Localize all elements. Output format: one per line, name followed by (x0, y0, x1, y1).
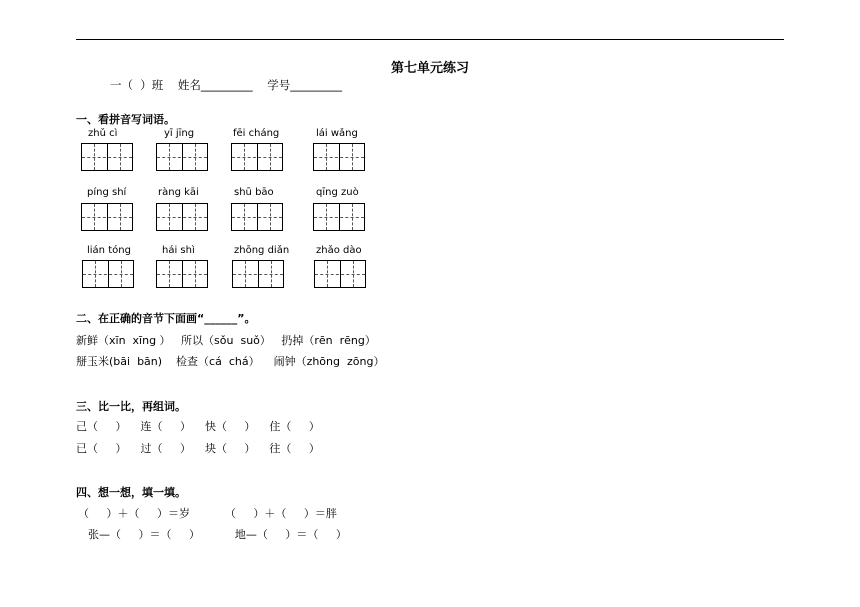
writing-grid[interactable] (314, 260, 366, 288)
section2-line2: 掰玉米(bāi bān) 检查（cá chá） 闹钟（zhōng zōng） (76, 355, 385, 368)
section2-line1: 新鲜（xīn xīng ） 所以（sǒu suǒ） 扔掉（rēn rēng） (76, 334, 376, 347)
section2-heading: 二、在正确的音节下面画“______”。 (76, 312, 256, 325)
section4-heading: 四、想一想，填一填。 (76, 486, 186, 499)
writing-grid[interactable] (81, 203, 133, 231)
pinyin-label: píng shí (87, 187, 127, 198)
pinyin-label: zhōng diǎn (234, 245, 290, 256)
section3-line1: 己（ ） 连（ ） 快（ ） 住（ ） (76, 420, 320, 433)
writing-grid[interactable] (231, 143, 283, 171)
writing-grid[interactable] (82, 260, 134, 288)
pinyin-label: lái wǎng (316, 128, 358, 139)
section4-line2: 张—（ ）＝（ ） 地—（ ）＝（ ） (88, 528, 347, 541)
pinyin-label: lián tóng (87, 245, 131, 256)
pinyin-label: qīng zuò (316, 187, 359, 198)
writing-grid[interactable] (313, 143, 365, 171)
writing-grid[interactable] (156, 143, 208, 171)
writing-grid[interactable] (156, 260, 208, 288)
pinyin-label: hái shì (162, 245, 195, 256)
pinyin-label: zhǎo dào (316, 245, 362, 256)
page-title: 第七单元练习 (390, 61, 469, 76)
pinyin-label: shū bāo (234, 187, 274, 198)
writing-grid[interactable] (156, 203, 208, 231)
pinyin-label: zhǔ cì (88, 128, 118, 139)
section3-line2: 已（ ） 过（ ） 块（ ） 往（ ） (76, 442, 320, 455)
pinyin-label: ràng kāi (158, 187, 199, 198)
writing-grid[interactable] (313, 203, 365, 231)
student-info-line: 一（ ）班 姓名_________ 学号_________ (110, 78, 343, 92)
section3-heading: 三、比一比，再组词。 (76, 400, 186, 413)
writing-grid[interactable] (232, 260, 284, 288)
pinyin-label: fēi cháng (233, 128, 280, 139)
section4-line1: （ ）＋（ ）＝岁 （ ）＋（ ）＝胖 (78, 507, 337, 520)
pinyin-label: yī jīng (164, 128, 195, 139)
writing-grid[interactable] (81, 143, 133, 171)
section1-heading: 一、看拼音写词语。 (76, 113, 175, 126)
top-rule (76, 39, 784, 40)
writing-grid[interactable] (231, 203, 283, 231)
